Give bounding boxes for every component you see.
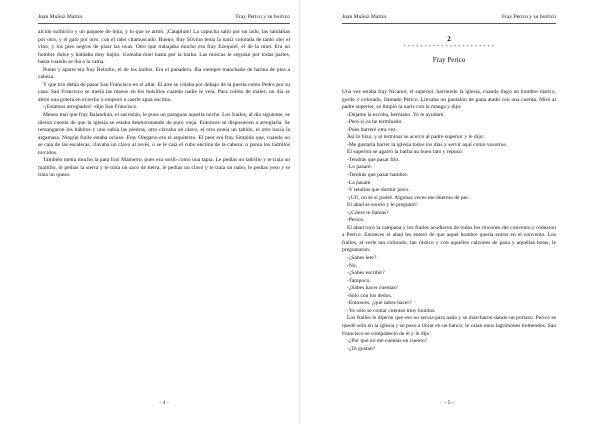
paragraph: Así lo hizo, y al terminar se acercó al padre superior y le dijo: <box>347 134 485 141</box>
paragraph: -Me gustaría barrer la iglesia todos los días y servir aquí como vosotros. <box>347 141 508 148</box>
paragraph: -Sólo con los dedos. <box>347 292 392 299</box>
left-page-number: - 4 - <box>159 400 169 406</box>
left-header-title: Fray Perico y su borrico <box>235 14 290 20</box>
paragraph: -Déjame la escoba, hermano. Yo te ayudaré. <box>347 111 445 118</box>
paragraph: -Entonces, ¿qué sabes hacer? <box>347 300 412 307</box>
paragraph: El abad se sonrió y le preguntó: <box>347 202 418 209</box>
right-page-body <box>342 89 556 353</box>
paragraph: -¿Sabes leer? <box>347 255 377 262</box>
paragraph: -¿Te gustan? <box>347 345 376 352</box>
paragraph: -Tampoco. <box>347 277 371 284</box>
paragraph: -Pues barreré otra vez. <box>347 126 397 133</box>
paragraph: -Y tendrás que dormir poco. <box>347 187 410 194</box>
right-page <box>300 0 600 424</box>
paragraph: Punto y aparte era fray Rebollo, el de los bollos. Era el panadero. Iba siempre manchado de harina de pies a cabeza. <box>38 66 290 81</box>
paragraph: Los frailes le dijeron que eso no servía para nada y se marcharon dando un portazo. Perico se quedó solo en la iglesia y se puso a llorar en un banco; le caían unos lagrimones tremendos. San Francisco se compadeció de él y le dijo: <box>342 315 556 337</box>
chapter-ornament: * * * * * * * * * * * * * * * * * * * * * * <box>403 44 495 49</box>
right-page-number: - 5 - <box>444 400 454 406</box>
paragraph: -Tendrás que pasar frío. <box>347 156 400 163</box>
right-header-title: Fray Perico y su borrico <box>501 14 556 20</box>
chapter-heading <box>342 34 556 66</box>
paragraph: El abad tocó la campana y los frailes acudieron de todos los rincones del convento y rodearon a Perico. Entonces el abad les enteró de que aquel hombre quería entrar en el convento. Los frailes, al verle tan colorado, tan rústico y con aquellos calzones de pana y aquellas botas, le preguntaron: <box>342 224 556 254</box>
paragraph: -Pero si ya he terminado. <box>347 119 403 126</box>
paragraph: -¡Estamos arreglados! -dijo San Francisco. <box>43 104 138 111</box>
paragraph: También metía mucho la pata fray Mamerto, pues era sordo como una tapia. Le pedías un ladrillo y te traía un martillo, le pedías la sierra y te traía un saco de tierra, le pedías un clavo y te traía un nabo, le pedías yeso y te traía un queso. <box>38 157 290 179</box>
paragraph: Menos mal que fray Balandrán, el sacristán, le puso un paraguas aquella noche. Los frailes, al día siguiente, se dieron cuenta de que la iglesia se estaba desmoronando de puro vieja. Entonces se dispusieron a arreglarla. Se remangaron los hábitos y uno subía las piedras, otro clavaba un clavo, el otro ponía un tablón, el otro hacía la argamasa. Ningún fraile estaba ocioso. Fray Olegario era el arquitecto. El peor era fray Simplón que, cuando no se caía de las escaleras, clavaba un clavo al revés, o se le caía el cubo encima de la cabeza, o ponía los ladrillos torcidos. <box>38 112 290 156</box>
paragraph: -Yo sólo sé contar cuentos muy bonitos. <box>347 307 436 314</box>
paragraph: -La pasaré. <box>347 179 372 186</box>
paragraph: Y que trío debía de pasar San Francisco en el altar. El aire se colaba por debajo de la puerta como Pedro por su casa. San Francisco se metía las manos en los bolsillos cuando nadie le veía. Para colmo de males, un día se abrió una gotera en el techo y empezó a caerle agua encima. <box>38 81 290 103</box>
paragraph: -¡Uf!, no sé si podré. Algunas veces me duermo de pie. <box>347 194 470 201</box>
paragraph: -¿Sabes hacer cuentas? <box>347 285 399 292</box>
paragraph: Una vez estaba fray Nicanor, el superior, barriendo la iglesia, cuando llegó un hombre rústico, gordo y colorado, llamado Perico. Llevaba un pantalón de pana atado con una cuerda. Miró al padre superior, se limpió la nariz con la manga y dijo: <box>342 89 556 111</box>
chapter-title: Fray Perico <box>432 56 466 64</box>
left-header-author: Juan Muñoz Martín <box>38 14 83 20</box>
left-page-header <box>38 13 290 24</box>
right-header-author: Juan Muñoz Martín <box>342 14 387 20</box>
right-page-header <box>342 13 556 24</box>
paragraph: -Tendrás que pasar hambre. <box>347 172 409 179</box>
paragraph: alcido sulfúrico y un paquete de lejía, y lo que se armó. ¡Cataplum! La capucha salió por un lado, las sandalias por otro, y el gato por otro, con el rabo chamuscado. Bueno, fray Silvino tenía la nariz colorada de tanto oler el vino, y los pies negros de pisar las uvas. Otro que trabajaba mucho era fray Ezequiel, el de la miel. Era un hombre dulce y hablaba muy bajito. Goteaba miel hasta por la barba. Las moscas le seguían por todas partes, hasta cuando se iba a la cama. <box>38 29 290 66</box>
paragraph: -Perico. <box>347 217 365 224</box>
paragraph: -No. <box>347 262 358 269</box>
left-page-body <box>38 29 290 180</box>
paragraph: -Lo pasaré. <box>347 164 372 171</box>
paragraph: -¿Cómo te llamas? <box>347 209 389 216</box>
chapter-number: 2 <box>447 35 451 43</box>
paragraph: El superior se agarró la barba un buen rato y repuso: <box>347 149 464 156</box>
paragraph: -¿Por qué no me cuentas un cuento? <box>347 338 428 345</box>
paragraph: -¿Sabes escribir? <box>347 270 385 277</box>
